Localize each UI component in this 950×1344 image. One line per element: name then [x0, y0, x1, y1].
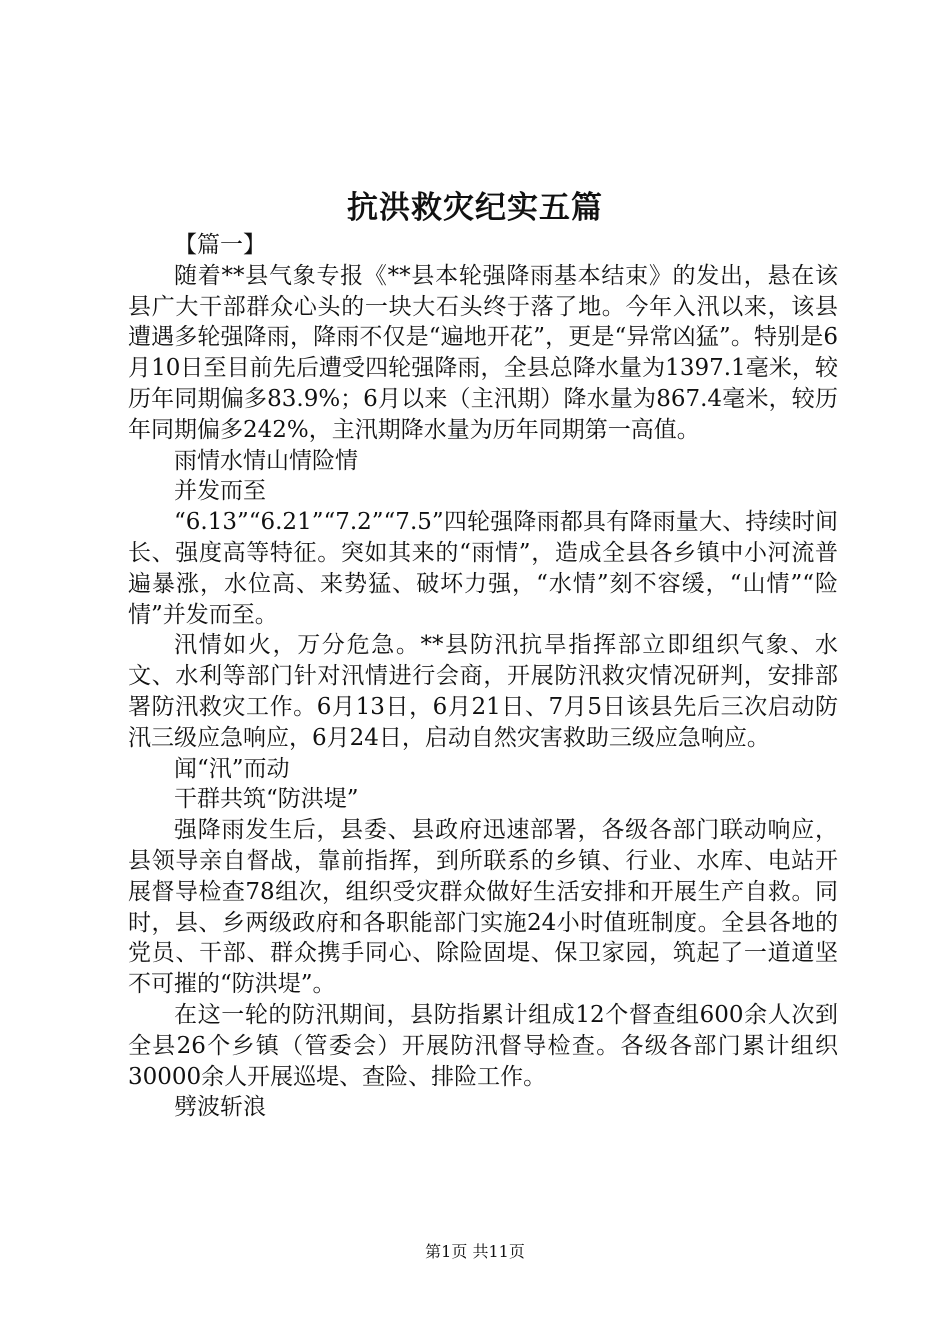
section-heading: 【篇一】	[174, 232, 266, 258]
subheading-line: 雨情水情山情险情	[174, 447, 358, 474]
document-body	[128, 230, 838, 1123]
subheading-line: 并发而至	[174, 478, 266, 505]
page-total: 共11页	[472, 1242, 525, 1261]
body-paragraph: 强降雨发生后，县委、县政府迅速部署，各级各部门联动响应，县领导亲自督战，靠前指挥，到所联系的乡镇、行业、水库、电站开展督导检查78组次，组织受灾群众做好生活安排和开展生产自救。同时，县、乡两级政府和各职能部门实施24小时值班制度。全县各地的党员、干部、群众携手同心、除险固堤、保卫家园，筑起了一道道坚不可摧的“防洪堤”。	[128, 817, 838, 998]
subheading-line: 干群共筑“防洪堤”	[174, 786, 359, 813]
document-title: 抗洪救灾纪实五篇	[347, 190, 603, 226]
body-paragraph: “6.13”“6.21”“7.2”“7.5”四轮强降雨都具有降雨量大、持续时间长、强度高等特征。突如其来的“雨情”，造成全县各乡镇中小河流普遍暴涨，水位高、来势猛、破坏力强，“水情”刻不容缓，“山情”“险情”并发而至。	[128, 509, 838, 628]
body-paragraph: 在这一轮的防汛期间，县防指累计组成12个督查组600余人次到全县26个乡镇（管委会）开展防汛督导检查。各级各部门累计组织30000余人开展巡堤、查险、排险工作。	[128, 1001, 838, 1090]
page-number: 第1页	[425, 1242, 468, 1261]
page-footer	[0, 1240, 950, 1264]
body-paragraph: 随着**县气象专报《**县本轮强降雨基本结束》的发出，悬在该县广大干部群众心头的一块大石头终于落了地。今年入汛以来，该县遭遇多轮强降雨，降雨不仅是“遍地开花”，更是“异常凶猛”。特别是6月10日至目前先后遭受四轮强降雨，全县总降水量为1397.1毫米，较历年同期偏多83.9%；6月以来（主汛期）降水量为867.4毫米，较历年同期偏多242%，主汛期降水量为历年同期第一高值。	[128, 262, 838, 443]
subheading-line: 劈波斩浪	[174, 1094, 266, 1121]
body-paragraph: 汛情如火，万分危急。**县防汛抗旱指挥部立即组织气象、水文、水利等部门针对汛情进行会商，开展防汛救灾情况研判，安排部署防汛救灾工作。6月13日，6月21日、7月5日该县先后三次启动防汛三级应急响应，6月24日，启动自然灾害救助三级应急响应。	[128, 632, 838, 751]
subheading-line: 闻“汛”而动	[174, 755, 290, 782]
